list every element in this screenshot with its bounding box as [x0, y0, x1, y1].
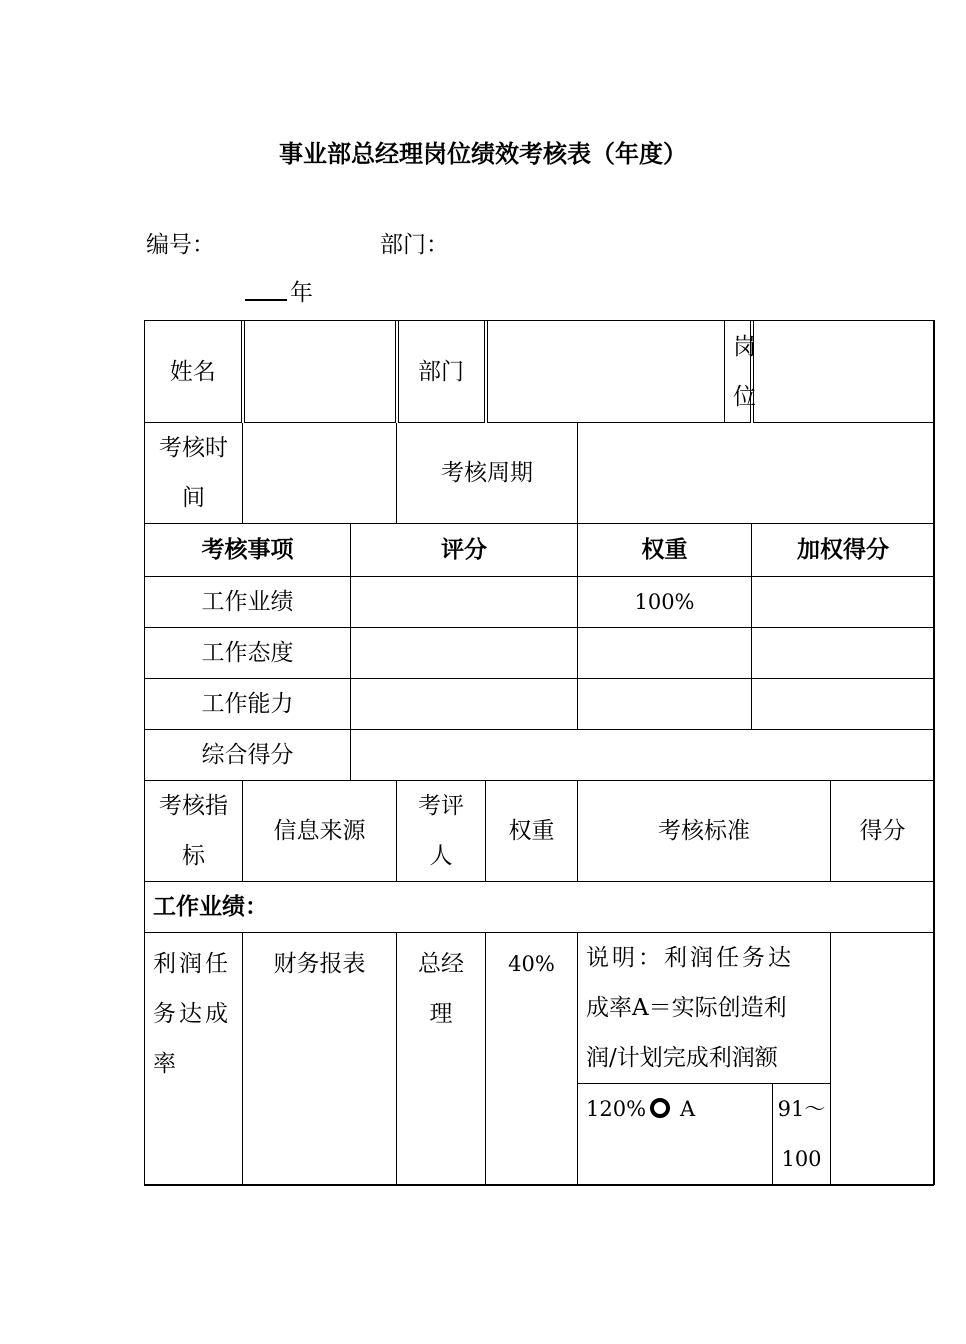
- indicator-cell: 利润任 务达成 率: [145, 933, 243, 1185]
- appraisal-time-value[interactable]: [243, 423, 397, 524]
- name-label: 姓名: [145, 321, 243, 423]
- standard-header: 考核标准: [578, 781, 831, 882]
- source-header: 信息来源: [243, 781, 397, 882]
- summary-item: 工作能力: [145, 679, 351, 730]
- rater-header: 考评 人: [397, 781, 486, 882]
- level-grade: A: [680, 1097, 696, 1121]
- detail-score-cell[interactable]: [831, 933, 935, 1185]
- name-value[interactable]: [243, 321, 397, 423]
- header-score: 评分: [351, 524, 578, 577]
- weight-cell: 40%: [486, 933, 578, 1185]
- summary-item: 工作态度: [145, 628, 351, 679]
- page-title: 事业部总经理岗位绩效考核表（年度）: [279, 140, 687, 168]
- dept-label-cell: 部门: [397, 321, 486, 423]
- circle-bullet-icon: [650, 1098, 670, 1118]
- standard-level: [578, 1084, 773, 1185]
- total-score-value[interactable]: [351, 730, 935, 781]
- score-header: 得分: [831, 781, 935, 882]
- appraisal-time-label: 考核时 间: [145, 423, 243, 524]
- summary-score[interactable]: [351, 679, 578, 730]
- source-cell: 财务报表: [243, 933, 397, 1185]
- level-percent: 120%: [586, 1097, 647, 1121]
- number-label: 编号：: [146, 232, 215, 258]
- appraisal-table: [144, 320, 935, 1185]
- summary-score[interactable]: [351, 628, 578, 679]
- header-weighted-score: 加权得分: [752, 524, 935, 577]
- indicator-header: 考核指 标: [145, 781, 243, 882]
- dept-value[interactable]: [486, 321, 725, 423]
- weight-header: 权重: [486, 781, 578, 882]
- dept-label: 部门：: [380, 232, 449, 258]
- header-item: 考核事项: [145, 524, 351, 577]
- summary-weighted-score[interactable]: [752, 628, 935, 679]
- summary-weight: [578, 628, 752, 679]
- standard-description: 说明：利润任务达 成率A＝实际创造利 润/计划完成利润额: [578, 933, 831, 1084]
- standard-range: 91～ 100: [773, 1084, 831, 1185]
- summary-weight: 100%: [578, 577, 752, 628]
- total-score-label: 综合得分: [145, 730, 351, 781]
- rater-cell: 总经 理: [397, 933, 486, 1185]
- appraisal-period-value[interactable]: [578, 423, 935, 524]
- summary-score[interactable]: [351, 577, 578, 628]
- appraisal-period-label: 考核周期: [397, 423, 578, 524]
- summary-item: 工作业绩: [145, 577, 351, 628]
- summary-weighted-score[interactable]: [752, 679, 935, 730]
- header-weight: 权重: [578, 524, 752, 577]
- summary-weighted-score[interactable]: [752, 577, 935, 628]
- summary-weight: [578, 679, 752, 730]
- post-value[interactable]: [752, 321, 935, 423]
- year-label: 年: [290, 280, 313, 306]
- year-underline: [245, 299, 287, 301]
- section-title: 工作业绩：: [145, 882, 935, 933]
- post-label: 岗 位: [725, 321, 752, 423]
